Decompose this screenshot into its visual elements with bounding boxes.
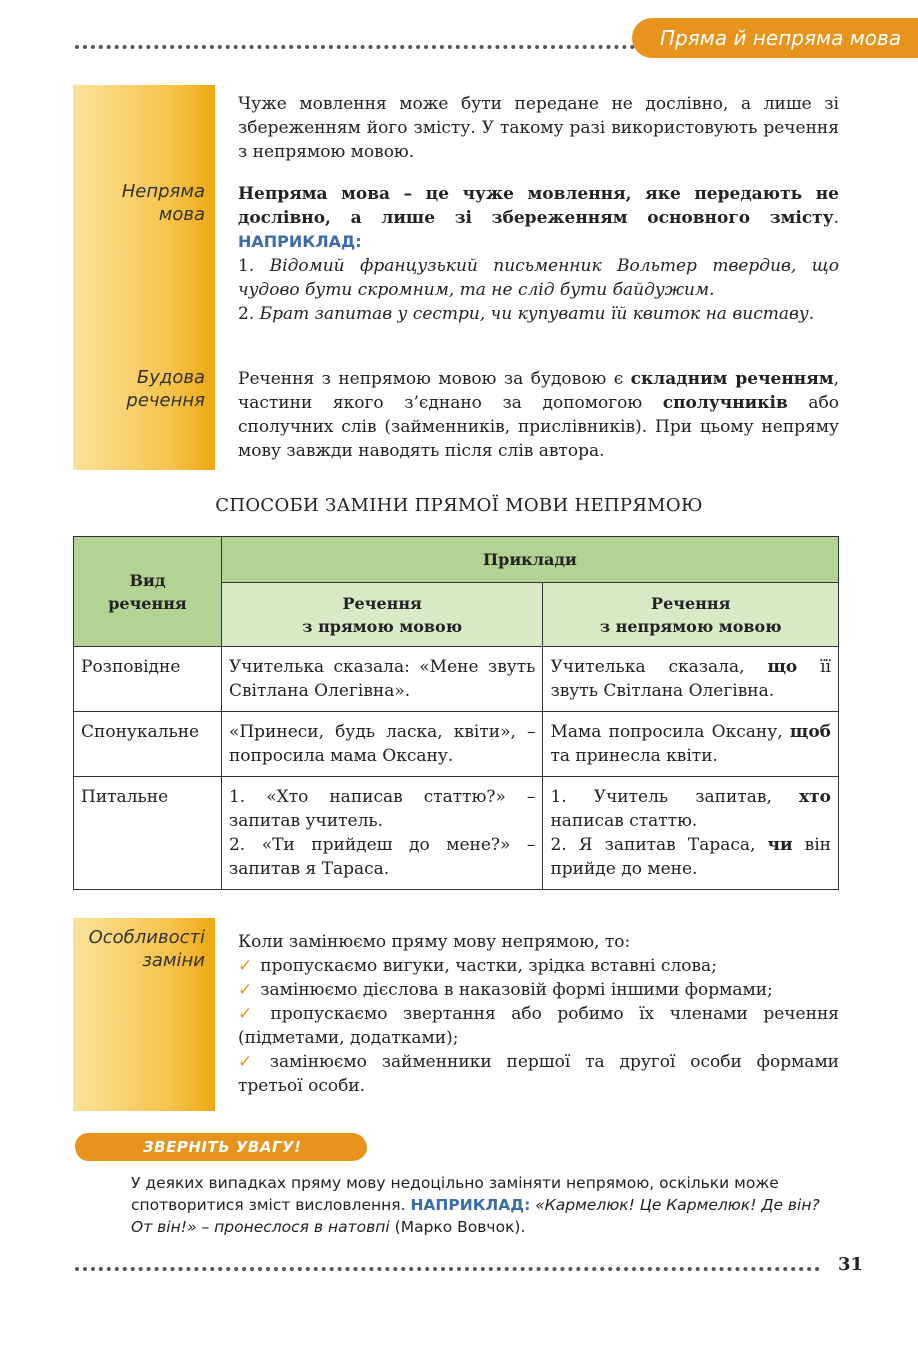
check-icon: ✓ — [238, 1004, 263, 1024]
top-dotted-rule — [75, 45, 635, 49]
attention-note: У деяких випадках пряму мову недоцільно заміняти непрямою, оскільки може спотворитися зміст висловлення. НАПРИКЛАД: «Кармелюк! Це Кармелюк! Де він? От він!» – пронеслося в натовпі (Марко Вовчок). — [131, 1174, 820, 1236]
bottom-dotted-rule — [75, 1267, 820, 1271]
header-examples: Приклади — [221, 537, 838, 583]
check-icon: ✓ — [238, 980, 253, 1000]
cell-direct: «Принеси, будь ласка, квіти», – попросила мама Оксану. — [221, 712, 542, 777]
side-label-features: Особливості заміни — [88, 927, 205, 971]
structure-text-1: Речення з непрямою мовою за будовою є — [238, 369, 631, 389]
check-icon: ✓ — [238, 956, 253, 976]
structure-text-2: , частини якого з’єднано за допомогою — [238, 369, 839, 413]
structure-text-3: або сполучних слів (займенників, прислівників). При цьому непряму мову завжди наводять після слів автора. — [238, 393, 839, 461]
check-icon: ✓ — [238, 1052, 262, 1072]
cell-direct: Учителька сказала: «Мене звуть Світлана Олегівна». — [221, 647, 542, 712]
side-band-features — [73, 918, 215, 1111]
definition-period: . — [833, 208, 839, 228]
attention-label: ЗВЕРНІТЬ УВАГУ! — [143, 1138, 302, 1156]
list-item: ✓ пропускаємо вигуки, частки, зрідка вставні слова; — [238, 956, 717, 976]
side-label-structure: Будова речення — [126, 367, 205, 411]
example2-number: 2. — [238, 304, 255, 324]
features-intro: Коли замінюємо пряму мову непрямою, то: — [238, 932, 631, 952]
header-sentence-type: Вид речення — [74, 537, 222, 647]
table-row — [74, 647, 839, 712]
cell-indirect: Мама попросила Оксану, щоб та принесла квіти. — [543, 712, 839, 777]
features-list — [238, 954, 839, 1098]
page-number: 31 — [838, 1254, 864, 1275]
example-keyword: НАПРИКЛАД: — [238, 232, 362, 251]
list-item: ✓ замінюємо дієслова в наказовій формі іншими формами; — [238, 980, 773, 1000]
intro-paragraph: Чуже мовлення може бути передане не дослівно, а лише зі збереженням його змісту. У такому разі використовують речення з непрямою мовою. — [238, 94, 839, 162]
note-source: (Марко Вовчок). — [389, 1218, 526, 1236]
replacement-table — [73, 536, 839, 890]
list-item: ✓ замінюємо займенники першої та другої особи формами третьої особи. — [238, 1052, 839, 1096]
example2-text: Брат запитав у сестри, чи купувати їй квиток на виставу. — [259, 304, 815, 324]
structure-bold-1: складним реченням — [630, 369, 834, 389]
cell-indirect: Учителька сказала, що її звуть Світлана Олегівна. — [543, 647, 839, 712]
table-row — [74, 777, 839, 890]
note-example: «Кармелюк! Це Кармелюк! Де він? От він!» – пронеслося в натовпі — [131, 1196, 820, 1236]
definition-paragraph — [238, 182, 839, 326]
example1-text: Відомий французький письменник Вольтер твердив, що чудово бути скромним, та не слід бути байдужим. — [238, 256, 839, 300]
cell-indirect: 1. Учитель запитав, хто написав статтю. 2. Я запитав Тараса, чи він прийде до мене. — [543, 777, 839, 890]
features-block — [238, 930, 839, 1098]
example1-number: 1. — [238, 256, 255, 276]
side-label-indirect-speech: Непряма мова — [121, 181, 205, 225]
cell-direct: 1. «Хто написав статтю?» – запитав учитель. 2. «Ти прийдеш до мене?» – запитав я Тараса. — [221, 777, 542, 890]
definition-bold: Непряма мова – це чуже мовлення, яке передають не дослівно, а лише зі збереженням основного змісту — [238, 184, 839, 228]
header-indirect-speech: Речення з непрямою мовою — [543, 583, 839, 647]
table-title: СПОСОБИ ЗАМІНИ ПРЯМОЇ МОВИ НЕПРЯМОЮ — [215, 495, 703, 516]
header-direct-speech: Речення з прямою мовою — [221, 583, 542, 647]
cell-type: Питальне — [74, 777, 222, 890]
structure-bold-2: сполучників — [662, 393, 788, 413]
side-band-definition — [73, 85, 215, 470]
structure-paragraph — [238, 367, 839, 463]
list-item: ✓ пропускаємо звертання або робимо їх членами речення (підметами, додатками); — [238, 1004, 839, 1048]
attention-banner — [75, 1133, 367, 1161]
table-row — [74, 712, 839, 777]
section-title-tab — [632, 18, 918, 58]
section-title: Пряма й непряма мова — [660, 26, 902, 50]
cell-type: Спонукальне — [74, 712, 222, 777]
cell-type: Розповідне — [74, 647, 222, 712]
note-keyword: НАПРИКЛАД: — [410, 1196, 531, 1214]
